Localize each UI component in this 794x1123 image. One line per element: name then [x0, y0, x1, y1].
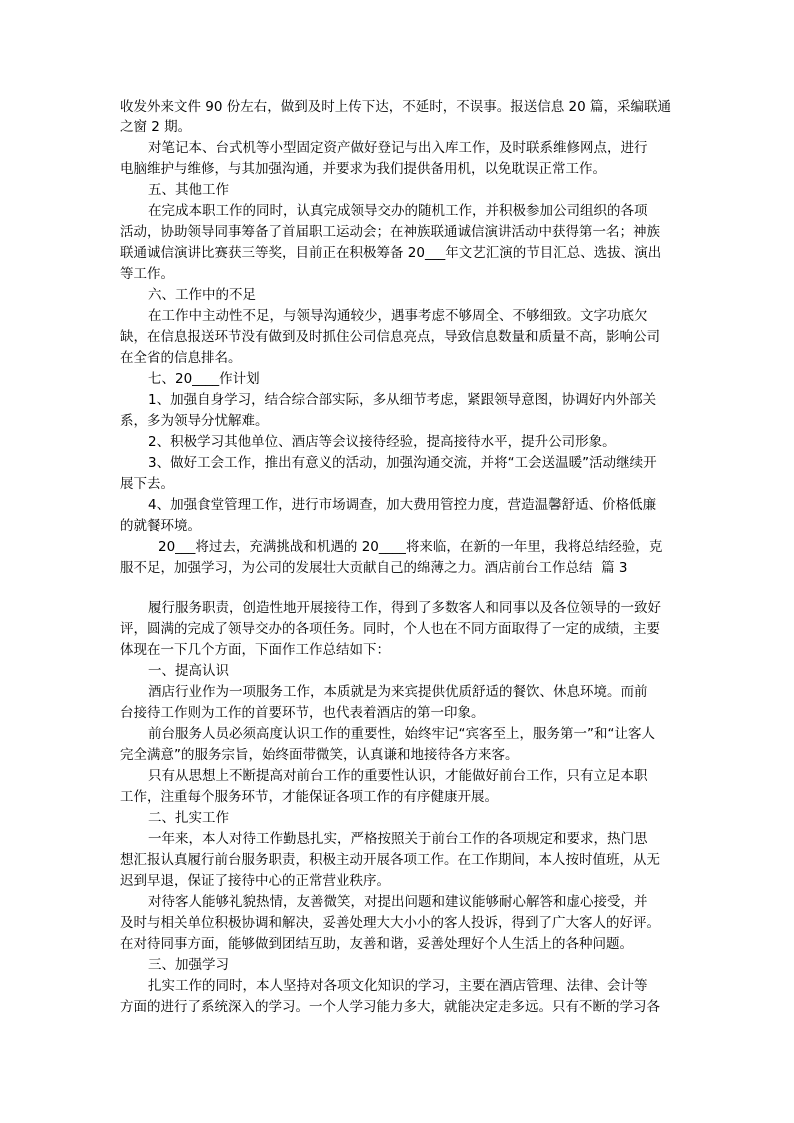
section-heading: 七、20____作计划 — [148, 371, 260, 387]
text-line: 缺，在信息报送环节没有做到及时抓住公司信息亮点，导致信息数量和质量不高，影响公司 — [120, 329, 660, 345]
text-line: 一年来，本人对待工作勤恳扎实，严格按照关于前台工作的各项规定和要求，热门思 — [148, 831, 648, 847]
text-line: 及时与相关单位积极协调和解决，妥善处理大大小小的客人投诉，得到了广大客人的好评。 — [120, 915, 660, 931]
text-line: 工作，注重每个服务环节，才能保证各项工作的有序健康开展。 — [120, 789, 498, 805]
text-line: 电脑维护与维修，与其加强沟通，并要求为我们提供备用机，以免耽误正常工作。 — [120, 161, 606, 177]
text-line: 扎实工作的同时，本人坚持对各项文化知识的学习，主要在酒店管理、法律、会计等 — [148, 978, 648, 994]
text-line: 在完成本职工作的同时，认真完成领导交办的随机工作，并积极参加公司组织的各项 — [148, 203, 648, 219]
text-line: 在对待同事方面，能够做到团结互助，友善和谐，妥善处理好个人生活上的各种问题。 — [120, 936, 633, 952]
text-line: 在全省的信息排名。 — [120, 350, 242, 366]
section-heading: 二、扎实工作 — [148, 810, 229, 826]
text-line: 20___将过去，充满挑战和机遇的 20____将来临，在新的一年里，我将总结经验，克 — [158, 539, 663, 555]
text-line: 服不足，加强学习，为公司的发展壮大贡献自己的绵薄之力。酒店前台工作总结 篇 3 — [120, 560, 628, 576]
text-line: 活动，协助领导同事筹备了首届职工运动会；在神族联通诚信演讲活动中获得第一名；神族 — [120, 224, 660, 240]
text-line: 4、加强食堂管理工作，进行市场调查，加大费用管控力度，营造温馨舒适、价格低廉 — [148, 497, 657, 513]
text-line: 2、积极学习其他单位、酒店等会议接待经验，提高接待水平，提升公司形象。 — [148, 434, 616, 450]
text-line: 体现在一下几个方面，下面作工作总结如下： — [120, 642, 390, 658]
text-line: 对笔记本、台式机等小型固定资产做好登记与出入库工作，及时联系维修网点，进行 — [148, 140, 648, 156]
text-line: 对待客人能够礼貌热情，友善微笑，对提出问题和建议能够耐心解答和虚心接受，并 — [148, 894, 648, 910]
text-line: 的就餐环境。 — [120, 518, 201, 534]
text-line: 之窗 2 期。 — [120, 119, 192, 135]
text-line: 酒店行业作为一项服务工作，本质就是为来宾提供优质舒适的餐饮、休息环境。而前 — [148, 684, 648, 700]
text-line: 在工作中主动性不足，与领导沟通较少，遇事考虑不够周全、不够细致。文字功底欠 — [148, 308, 648, 324]
text-line: 想汇报认真履行前台服务职责，积极主动开展各项工作。在工作期间，本人按时值班，从无 — [120, 852, 660, 868]
text-line: 迟到早退，保证了接待中心的正常营业秩序。 — [120, 873, 390, 889]
text-line: 台接待工作则为工作的首要环节，也代表着酒店的第一印象。 — [120, 705, 485, 721]
text-line: 展下去。 — [120, 476, 174, 492]
text-line: 方面的进行了系统深入的学习。一个人学习能力多大，就能决定走多远。只有不断的学习各 — [120, 999, 660, 1015]
section-heading: 五、其他工作 — [148, 182, 229, 198]
section-heading: 一、提高认识 — [148, 663, 229, 679]
text-line: 3、做好工会工作，推出有意义的活动，加强沟通交流，并将“工会送温暖”活动继续开 — [148, 455, 657, 471]
section-heading: 六、工作中的不足 — [148, 287, 256, 303]
text-line: 履行服务职责，创造性地开展接待工作，得到了多数客人和同事以及各位领导的一致好 — [148, 600, 661, 616]
text-line: 1、加强自身学习，结合综合部实际，多从细节考虑，紧跟领导意图，协调好内外部关 — [148, 392, 657, 408]
text-line: 只有从思想上不断提高对前台工作的重要性认识，才能做好前台工作，只有立足本职 — [148, 768, 648, 784]
text-line: 评，圆满的完成了领导交办的各项任务。同时，个人也在不同方面取得了一定的成绩，主要 — [120, 621, 660, 637]
text-line: 联通诚信演讲比赛获三等奖，目前正在积极筹备 20___年文艺汇演的节目汇总、选拔、演出 — [120, 245, 662, 261]
text-line: 收发外来文件 90 份左右，做到及时上传下达，不延时，不误事。报送信息 20 篇，采编联通 — [120, 99, 672, 115]
text-line: 系，多为领导分忧解难。 — [120, 413, 269, 429]
text-line: 完全满意”的服务宗旨，始终面带微笑，认真谦和地接待各方来客。 — [120, 747, 519, 763]
section-heading: 三、加强学习 — [148, 957, 229, 973]
text-line: 等工作。 — [120, 266, 174, 282]
text-line: 前台服务人员必须高度认识工作的重要性，始终牢记“宾客至上，服务第一”和“让客人 — [148, 726, 655, 742]
